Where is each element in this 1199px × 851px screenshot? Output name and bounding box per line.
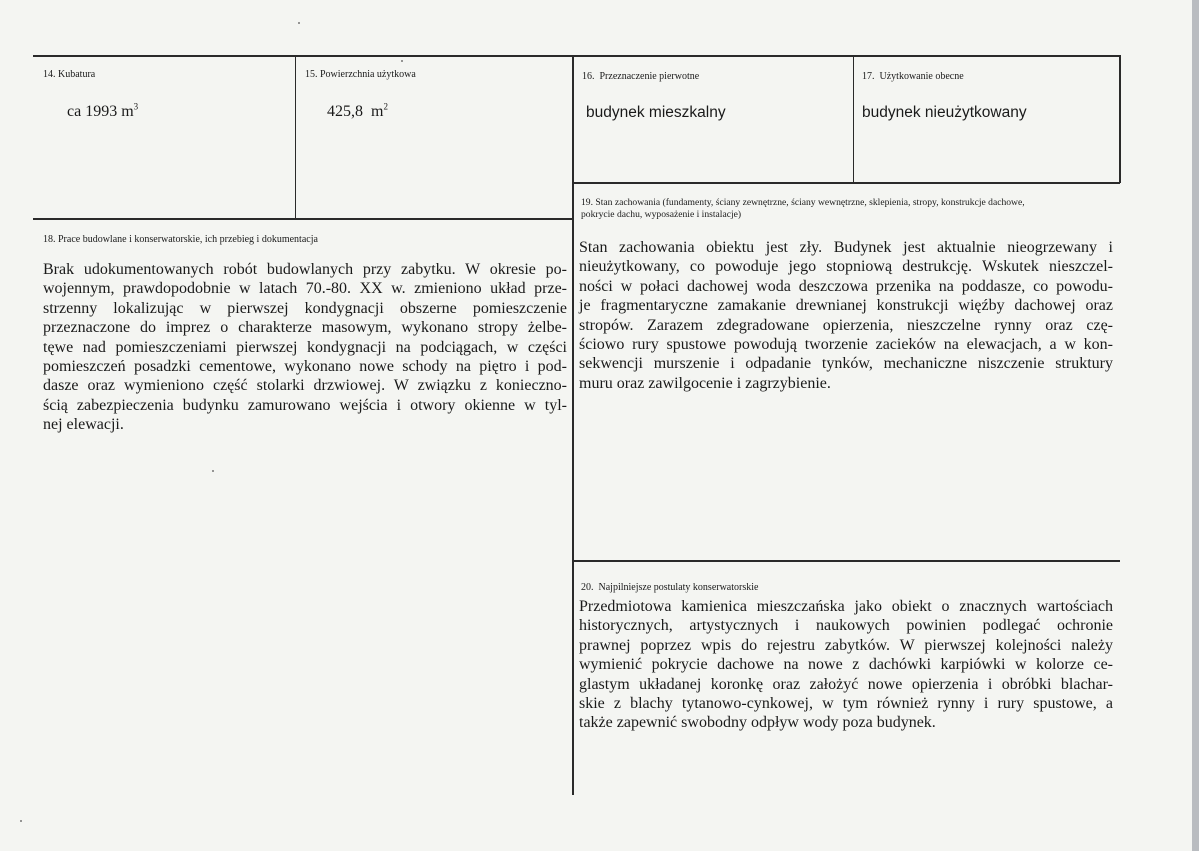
field-14-label: 14. Kubatura xyxy=(43,69,96,80)
scan-speck xyxy=(212,470,214,472)
field-19-label-line1: 19. Stan zachowania (fundamenty, ściany zewnętrzne, ściany wewnętrzne, sklepienia, stropy, konstrukcje dachowe, xyxy=(581,197,1025,208)
field-15-value xyxy=(327,103,388,121)
text-line: Przedmiotowa kamienica mieszczańska jako obiekt o znacznych wartościach xyxy=(579,598,1113,615)
field-16-value: budynek mieszkalny xyxy=(586,104,726,121)
top-rule xyxy=(33,55,1120,57)
text-line: ścią zabezpieczenia budynku zamurowano wejścia i otwory okienne w tyl- xyxy=(43,396,567,414)
text-line: dasze oraz wymieniono część stolarki drzwiowej. W związku z konieczno- xyxy=(43,377,567,395)
text-line: nej elewacji. xyxy=(43,416,124,434)
text-line: je fragmentaryczne zamakanie drewnianej konstrukcji więźby dachowej oraz xyxy=(579,297,1113,315)
divider-15-16 xyxy=(572,55,574,795)
text-line: sekwencji murszenie i odpadanie tynków, mechaniczne niszczenie struktury xyxy=(579,355,1113,373)
field-14-value xyxy=(67,103,138,121)
scan-edge xyxy=(1192,0,1199,851)
field-19-label-line2: pokrycie dachu, wyposażenie i instalacje) xyxy=(581,209,742,220)
text-line: przeznaczone do imprez o charakterze masowym, wykonano stropy żelbe- xyxy=(43,319,567,337)
field-16-label: 16. Przeznaczenie pierwotne xyxy=(582,71,700,82)
text-line: ności w połaci dachowej woda deszczowa przenika na poddasze, co powodu- xyxy=(579,277,1113,295)
text-line: tęwe nad pomieszczeniami pierwszej kondygnacji na podciągach, w części xyxy=(43,338,567,356)
field-19-text xyxy=(579,238,1113,393)
text-line: skie z blachy tytanowo-cynkowej, w tym również rynny i rury spustowe, a xyxy=(579,695,1113,713)
text-line: strzenny lokalizując w pierwszej kondygnacji obszerne pomieszczenie xyxy=(43,299,567,317)
text-line: Brak udokumentowanych robót budowlanych przy zabytku. W okresie po- xyxy=(43,261,567,278)
text-line: wymienić pokrycie dachowe na nowe z dachówki karpiówki w kolorze ce- xyxy=(579,656,1113,674)
field-20-label: 20. Najpilniejsze postulaty konserwatorskie xyxy=(581,582,759,593)
field-15-label: 15. Powierzchnia użytkowa xyxy=(305,69,416,80)
text-line: ściowo rury spustowe powodują tworzenie zacieków na elewacjach, a w kon- xyxy=(579,336,1113,354)
scan-speck xyxy=(401,60,403,62)
text-line: pomieszczeń posadzki cementowe, wykonano nowe schody na piętro i pod- xyxy=(43,358,567,376)
right-rule xyxy=(1119,55,1121,183)
kubatura-unit-exponent: 3 xyxy=(133,101,139,112)
kubatura-value: ca 1993 m xyxy=(67,103,134,120)
field-17-value: budynek nieużytkowany xyxy=(862,104,1027,121)
text-line: także zapewnić swobodny odpływ wody poza budynek. xyxy=(579,714,936,732)
field-20-text xyxy=(579,597,1113,733)
scan-speck xyxy=(20,820,22,822)
text-line: prawnej poprzez wpis do rejestru zabytków. W pierwszej kolejności należy xyxy=(579,636,1113,654)
text-line: historycznych, artystycznych i naukowych powinien podlegać ochronie xyxy=(579,617,1113,635)
field-18-label: 18. Prace budowlane i konserwatorskie, ich przebieg i dokumentacja xyxy=(43,234,318,245)
divider-16-17 xyxy=(853,55,854,183)
rule-16-17-bottom xyxy=(573,182,1120,184)
text-line: stropów. Zarazem zdegradowane opierzenia, nieszczelne rynny oraz czę- xyxy=(579,316,1113,334)
text-line: nieużytkowany, co powoduje jego stopniową destrukcję. Wskutek nieszczel- xyxy=(579,258,1113,276)
rule-left-mid xyxy=(33,218,573,220)
text-line: muru oraz zawilgocenie i zagrzybienie. xyxy=(579,374,831,392)
field-17-label: 17. Użytkowanie obecne xyxy=(862,71,964,82)
powierzchnia-unit-exponent: 2 xyxy=(383,101,388,112)
rule-19-20 xyxy=(573,560,1120,562)
powierzchnia-value: 425,8 m xyxy=(327,103,384,120)
text-line: wojennym, prawdopodobnie w latach 70.-80. XX w. zmieniono układ prze- xyxy=(43,280,567,298)
text-line: glastym układanej koronkę oraz założyć nowe opierzenia i obróbki blachar- xyxy=(579,675,1113,693)
scan-speck xyxy=(298,22,300,24)
field-18-text xyxy=(43,260,567,435)
divider-14-15 xyxy=(295,55,296,218)
text-line: Stan zachowania obiektu jest zły. Budynek jest aktualnie nieogrzewany i xyxy=(579,239,1113,256)
